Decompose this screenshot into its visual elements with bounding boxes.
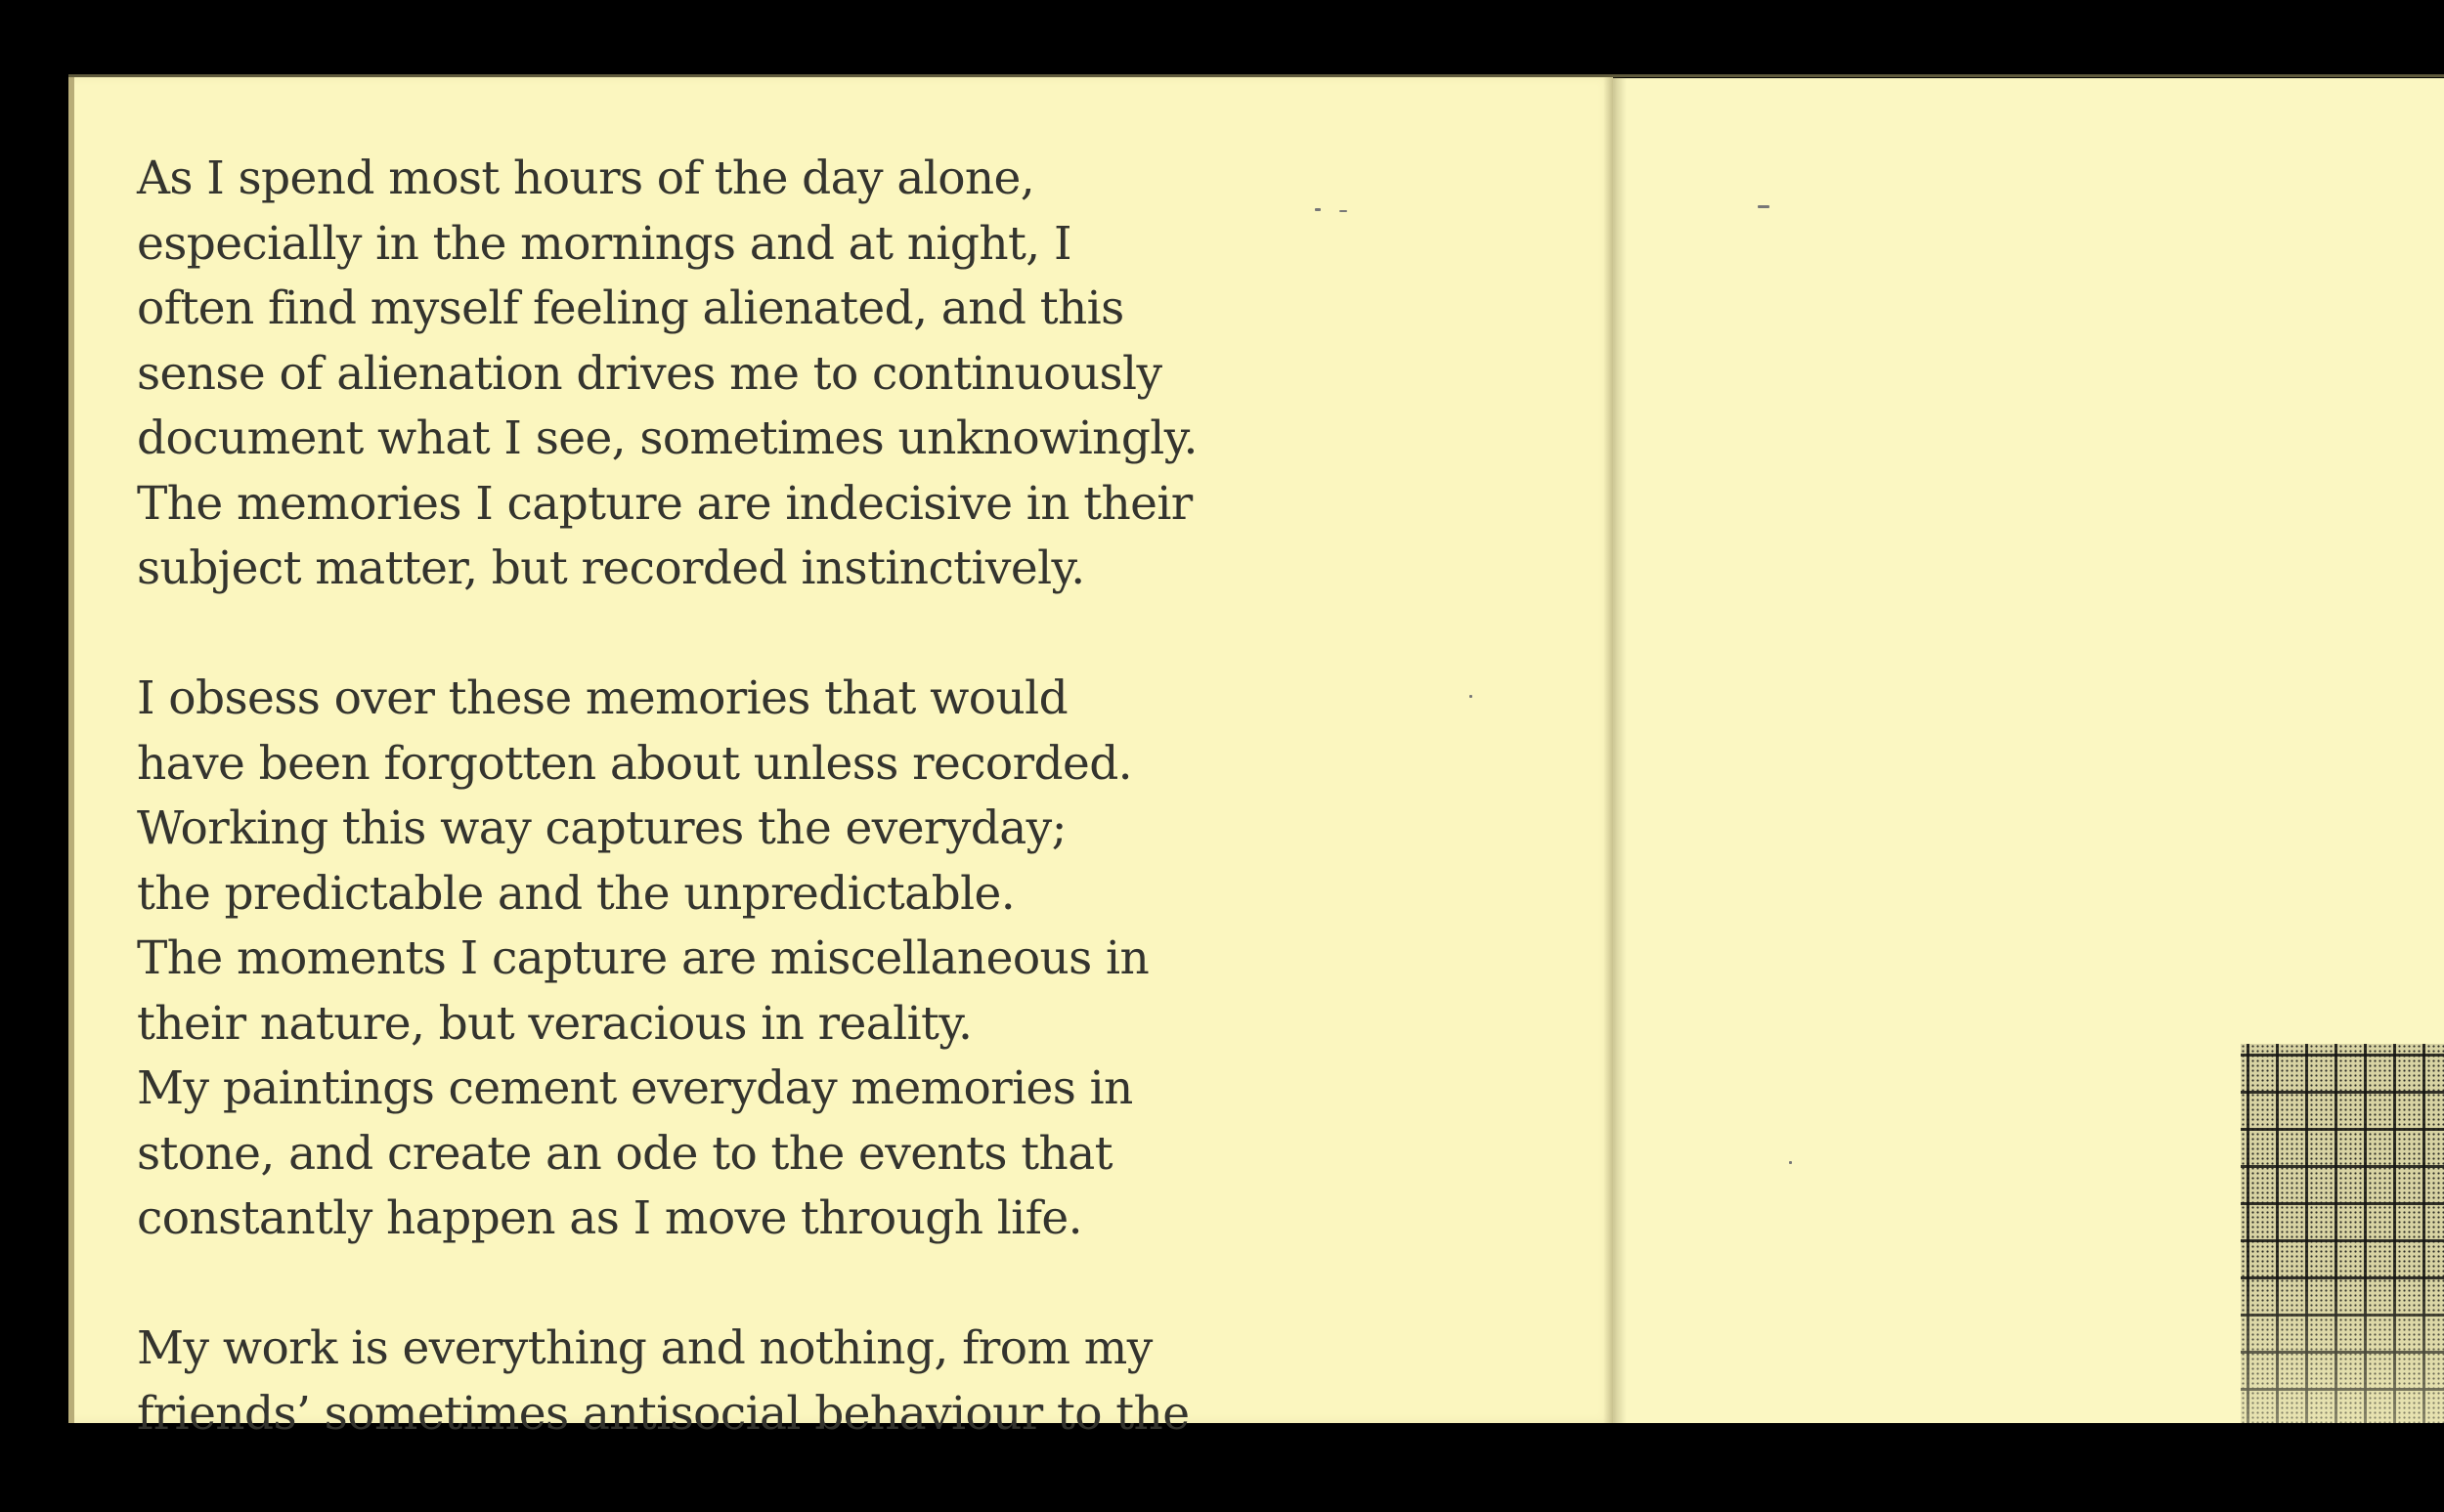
text-line: constantly happen as I move through life. xyxy=(137,1191,1082,1245)
text-line: the predictable and the unpredictable. xyxy=(137,866,1016,921)
paragraph-1 xyxy=(137,147,1564,602)
paragraph-3 xyxy=(137,1317,1564,1447)
book-gutter xyxy=(1603,76,1627,1423)
dust-speck xyxy=(1339,210,1347,212)
text-line: have been forgotten about unless recorded. xyxy=(137,736,1133,791)
dust-speck xyxy=(1469,695,1472,698)
text-line: friends’ sometimes antisocial behaviour to the xyxy=(137,1386,1190,1441)
text-line: subject matter, but recorded instinctively. xyxy=(137,541,1085,595)
dust-speck xyxy=(1758,205,1769,208)
text-line: often find myself feeling alienated, and this xyxy=(137,281,1124,335)
text-line: sense of alienation drives me to continuously xyxy=(137,346,1162,401)
text-line: Working this way captures the everyday; xyxy=(137,801,1067,855)
text-line: My work is everything and nothing, from my xyxy=(137,1321,1153,1375)
dust-speck xyxy=(1315,208,1321,211)
text-line: The memories I capture are indecisive in their xyxy=(137,476,1193,531)
text-line: My paintings cement everyday memories in xyxy=(137,1061,1133,1115)
text-line: especially in the mornings and at night, I xyxy=(137,216,1071,271)
dust-speck xyxy=(1789,1161,1792,1164)
text-line: I obsess over these memories that would xyxy=(137,671,1069,725)
text-line: As I spend most hours of the day alone, xyxy=(137,151,1035,205)
halftone-grid-photo-icon xyxy=(2241,1044,2444,1423)
text-line: The moments I capture are miscellaneous in xyxy=(137,931,1150,985)
text-line: their nature, but veracious in reality. xyxy=(137,996,973,1051)
paragraph-2 xyxy=(137,667,1564,1252)
text-line: document what I see, sometimes unknowingly. xyxy=(137,411,1198,465)
left-page-edge xyxy=(68,76,74,1423)
text-line: stone, and create an ode to the events that xyxy=(137,1126,1113,1181)
page-top-edge xyxy=(68,74,2444,77)
photo-fade xyxy=(2241,1278,2444,1423)
essay-text xyxy=(137,147,1564,1512)
